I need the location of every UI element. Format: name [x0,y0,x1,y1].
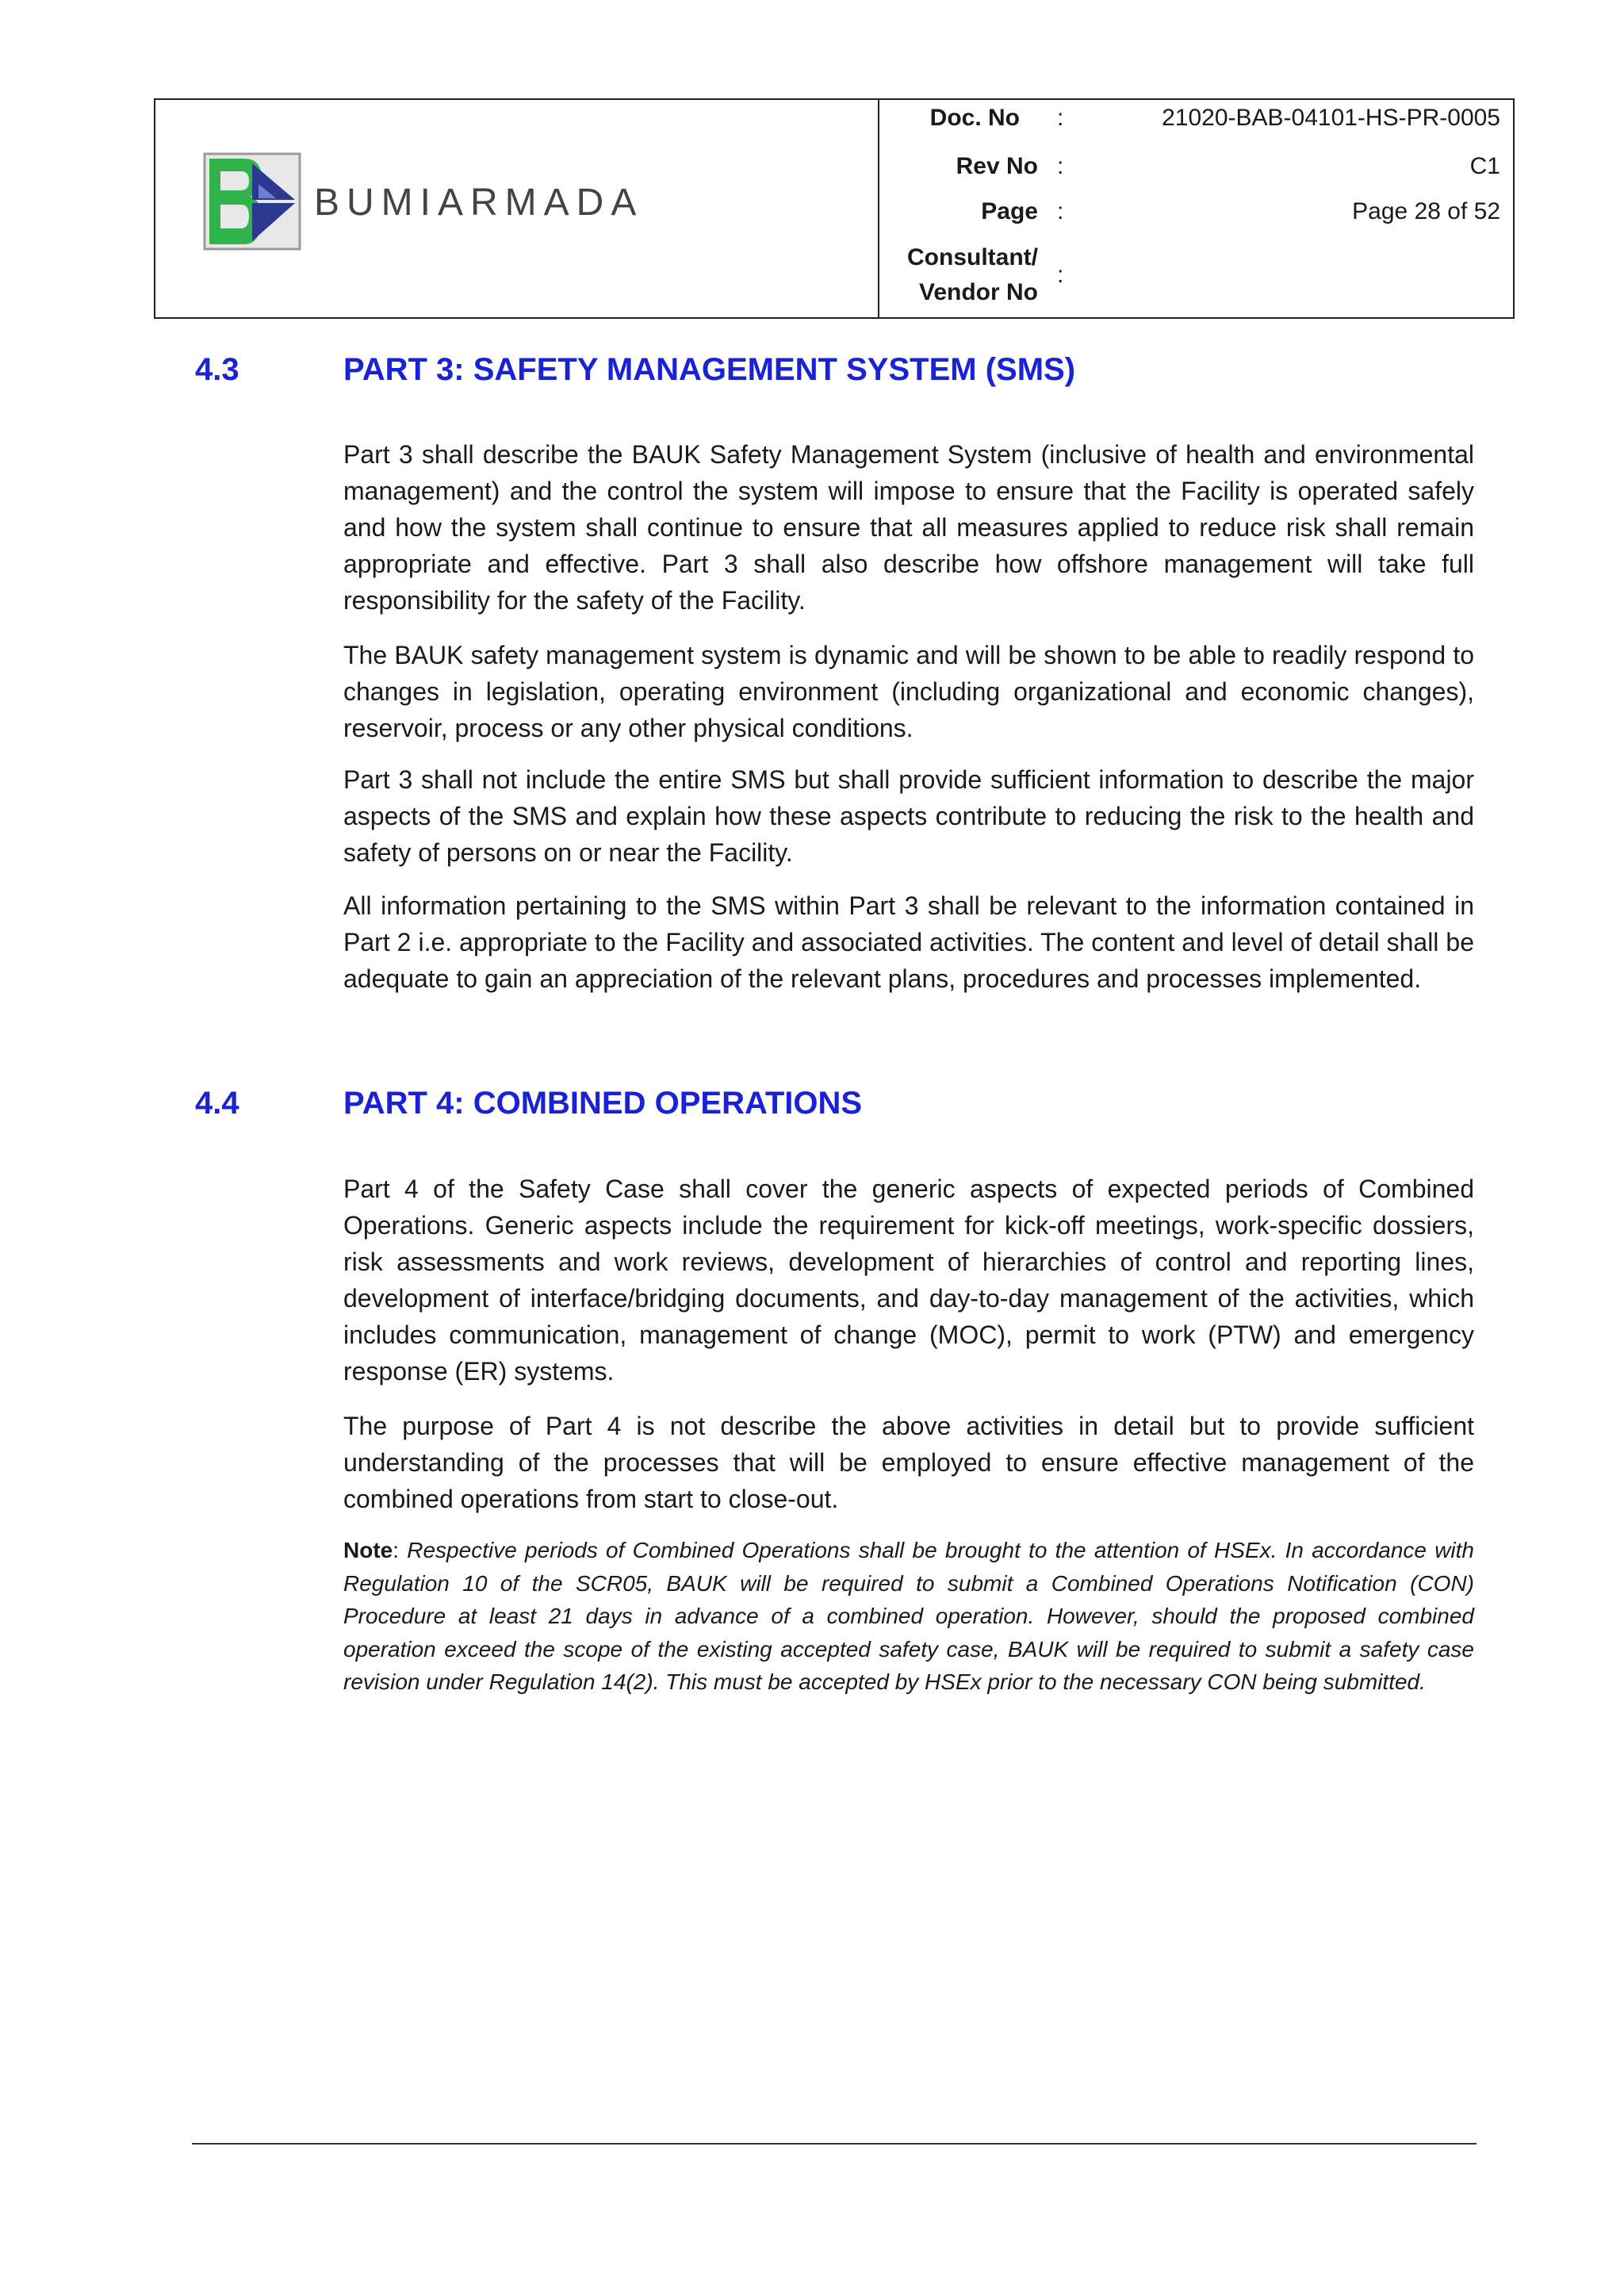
company-name: BUMIARMADA [314,182,644,224]
consultant-colon: : [1057,262,1064,288]
note-text: Respective periods of Combined Operations shall be brought to the attention of HSEx. In accordance with Regulation 10 of the SCR05, BAUK will be required to submit a Combined Operations Notification (CON) Procedure at least 21 days in advance of a combined operation. However, should the proposed combined operation exceed the scope of the existing accepted safety case, BAUK will be required to submit a safety case revision under Regulation 14(2). This must be accepted by HSEx prior to the necessary CON being submitted. [343,1538,1474,1694]
paragraph: Part 3 shall not include the entire SMS but shall provide sufficient information to describe the major aspects of the SMS and explain how these aspects contribute to reducing the risk to the health and safety of persons on or near the Facility. [343,765,1474,867]
rev-no-colon: : [1057,153,1064,179]
doc-no-colon: : [1057,105,1064,131]
document-header [154,98,1515,319]
note-colon: : [393,1538,400,1562]
page-colon: : [1057,198,1064,224]
section-number: 4.4 [195,1086,239,1121]
consultant-label-line2: Vendor No [918,279,1038,305]
paragraph: All information pertaining to the SMS within Part 3 shall be relevant to the information contained in Part 2 i.e. appropriate to the Facility and associated activities. The content and level of detail shall be adequate to gain an appreciation of the relevant plans, procedures and processes implemented. [343,891,1474,993]
paragraph: Part 4 of the Safety Case shall cover the generic aspects of expected periods of Combined Operations. Generic aspects include the requirement for kick-off meetings, work-specific dossiers, risk assessments and work reviews, development of hierarchies of control and reporting lines, development of interface/bridging documents, and day-to-day management of the activities, which includes communication, management of change (MOC), permit to work (PTW) and emergency response (ER) systems. [343,1175,1474,1386]
section-number: 4.3 [195,352,239,387]
footer-divider [192,2143,1477,2145]
note-label: Note [343,1538,393,1562]
doc-no-label: Doc. No [929,105,1020,131]
note-paragraph [343,1534,1474,1699]
rev-no-label: Rev No [956,153,1038,179]
section-title: PART 3: SAFETY MANAGEMENT SYSTEM (SMS) [343,352,1076,387]
rev-no-value: C1 [1469,153,1500,179]
paragraph: The purpose of Part 4 is not describe the above activities in detail but to provide sufficient understanding of the processes that will be employed to ensure effective management of the combined operations from start to close-out. [343,1412,1474,1513]
paragraph: The BAUK safety management system is dynamic and will be shown to be able to readily respond to changes in legislation, operating environment (including organizational and economic changes), reservoir, process or any other physical conditions. [343,641,1474,742]
section-title: PART 4: COMBINED OPERATIONS [343,1086,863,1121]
logo-cell [155,100,879,317]
doc-no-value: 21020-BAB-04101-HS-PR-0005 [1162,105,1500,131]
page-value: Page 28 of 52 [1352,198,1500,224]
paragraph: Part 3 shall describe the BAUK Safety Management System (inclusive of health and environmental management) and the control the system will impose to ensure that the Facility is operated safely and how the system shall continue to ensure that all measures applied to reduce risk shall remain appropriate and effective. Part 3 shall also describe how offshore management will take full responsibility for the safety of the Facility. [343,440,1474,615]
bumiarmada-logo-icon [203,152,301,251]
consultant-label-line1: Consultant/ [907,244,1038,270]
page-label: Page [981,198,1038,224]
